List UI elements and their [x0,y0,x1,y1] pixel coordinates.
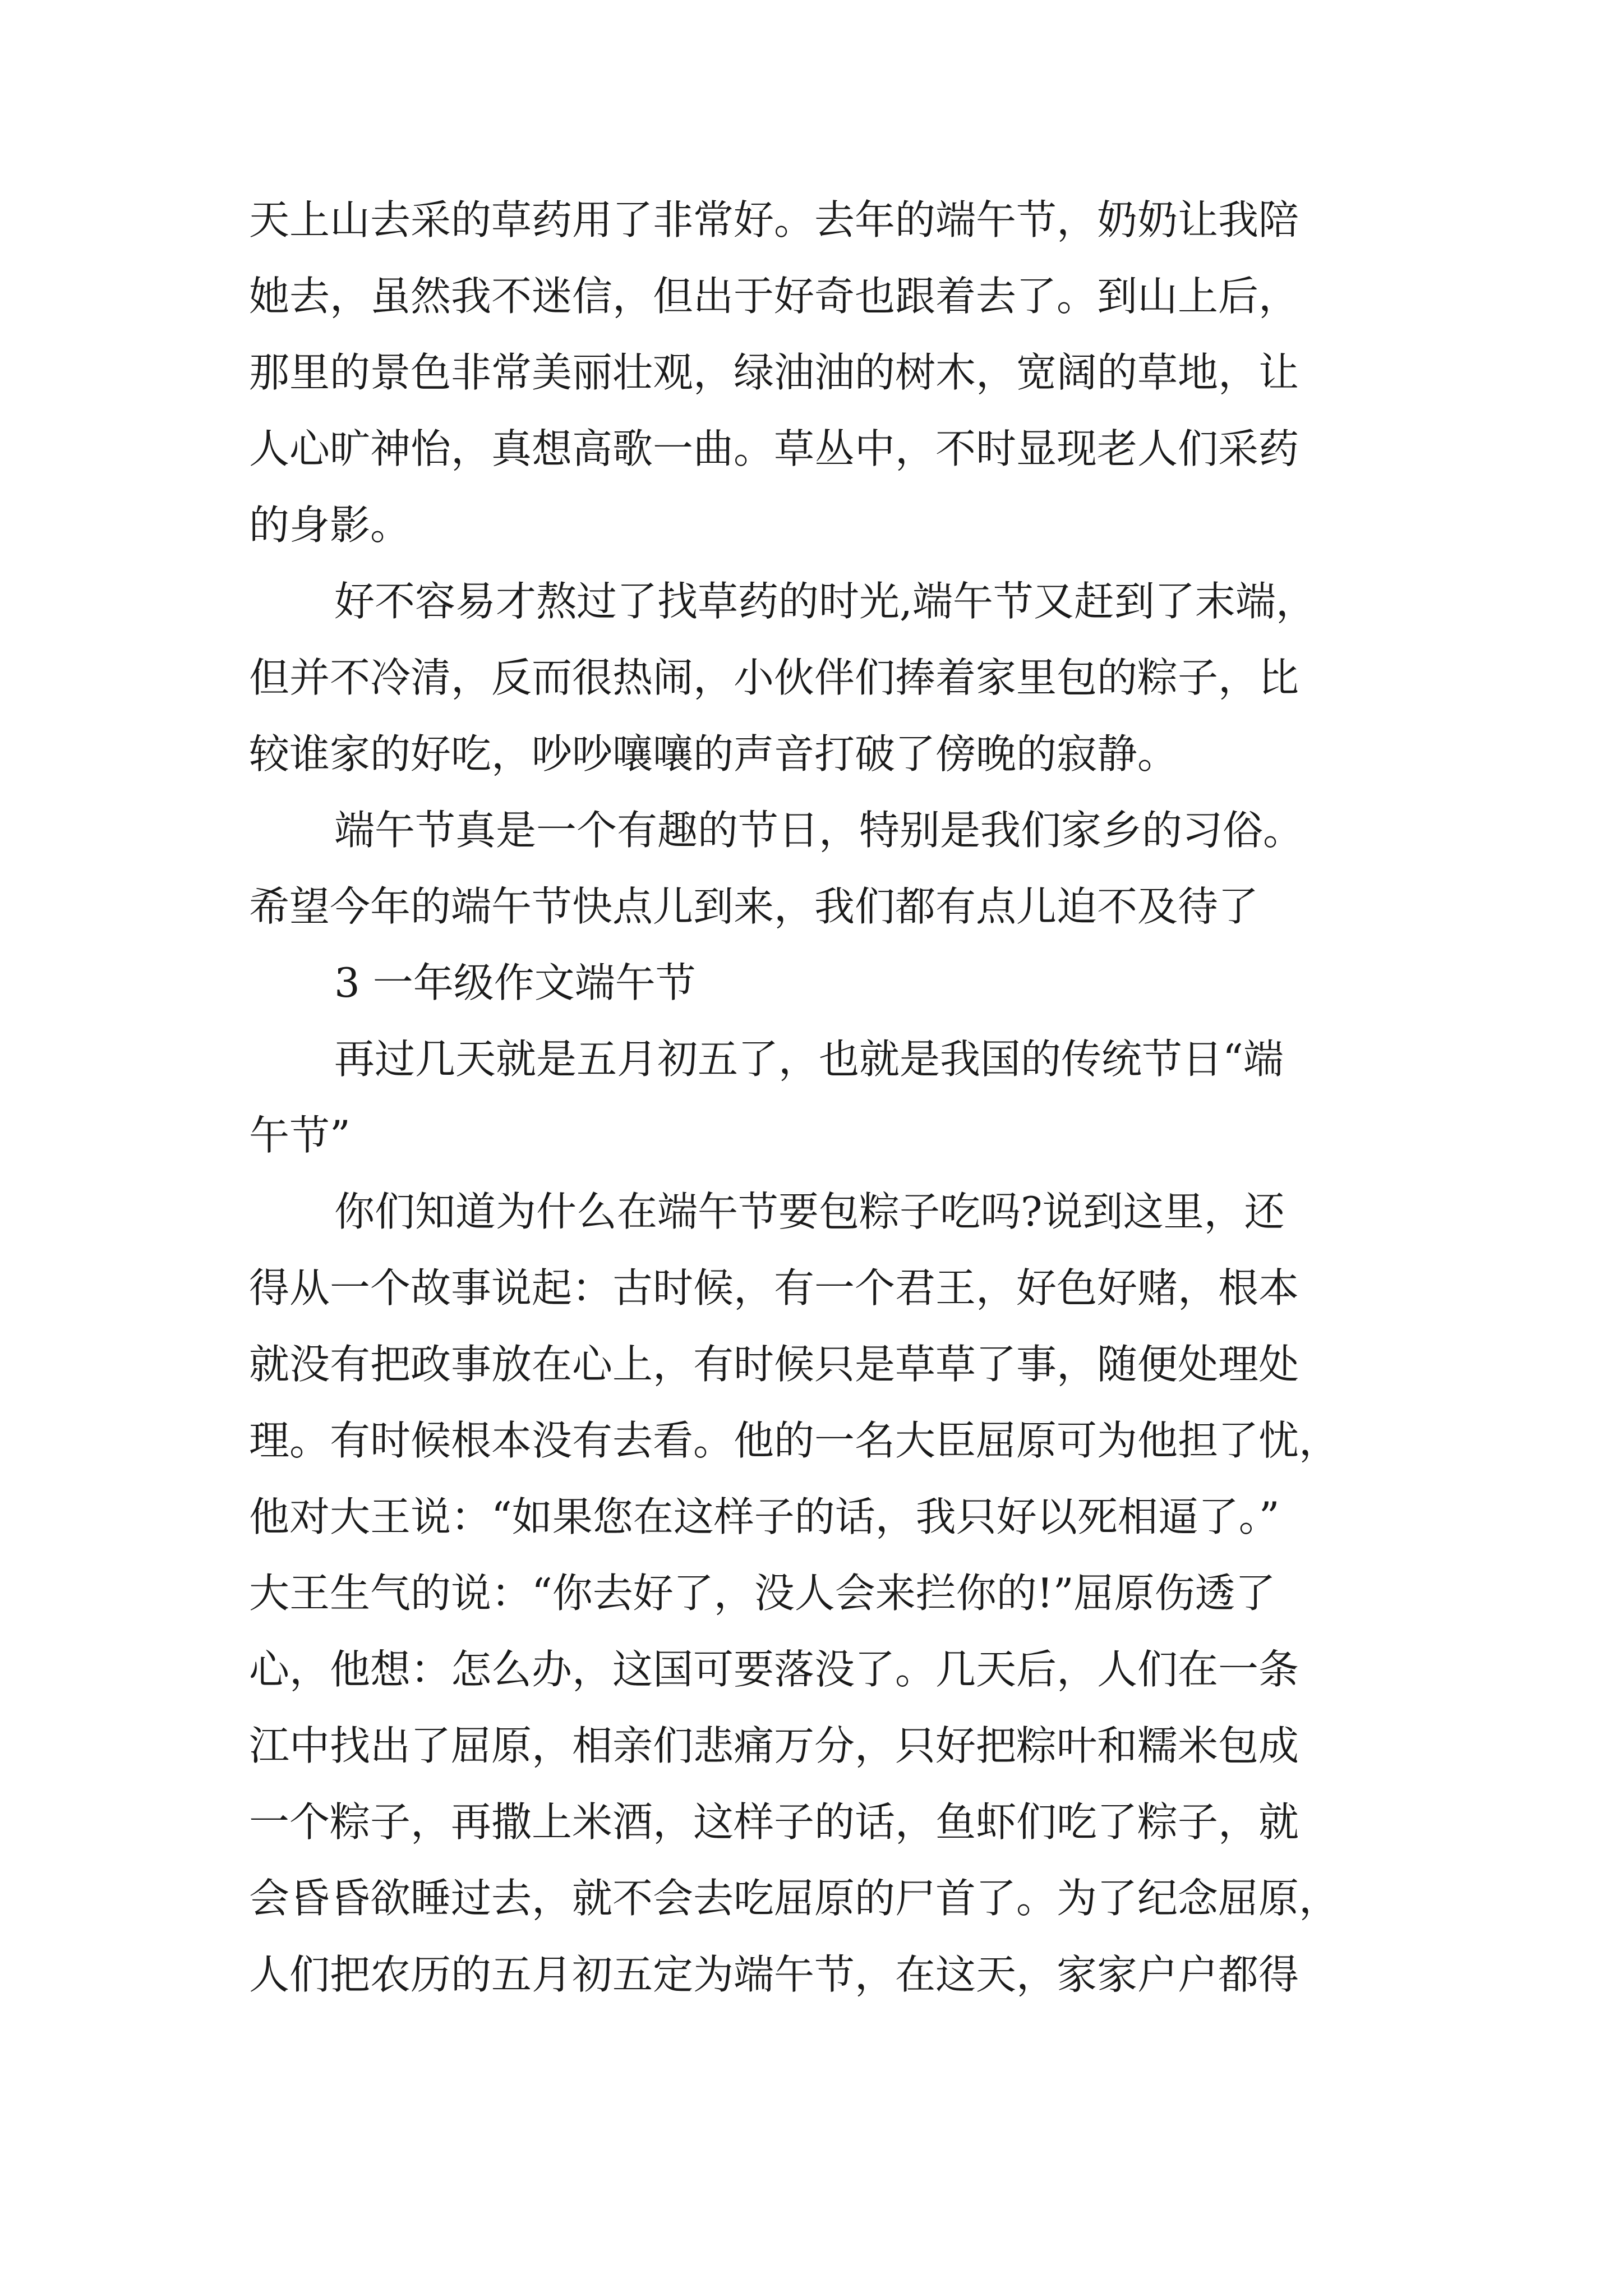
text-line: 得从一个故事说起：古时候，有一个君王，好色好赌，根本 [249,1264,1299,1312]
text-line: 的身影。 [249,501,411,549]
text-line: 大王生气的说：“你去好了，没人会来拦你的!”屈原伤透了 [249,1570,1276,1617]
text-line: 人心旷神怡，真想高歌一曲。草丛中，不时显现老人们采药 [249,425,1299,472]
text-line: 午节” [249,1112,351,1159]
text-line: 心，他想：怎么办，这国可要落没了。几天后，人们在一条 [249,1646,1299,1693]
paragraph-first-line: 好不容易才熬过了找草药的时光,端午节又赶到了末端， [334,578,1316,625]
text-line: 人们把农历的五月初五定为端午节，在这天，家家户户都得 [249,1951,1299,1998]
text-line: 理。有时候根本没有去看。他的一名大臣屈原可为他担了忧， [249,1417,1340,1464]
text-line: 天上山去采的草药用了非常好。去年的端午节，奶奶让我陪 [249,196,1299,243]
paragraph-first-line: 端午节真是一个有趣的节日，特别是我们家乡的习俗。 [334,807,1304,854]
text-line: 那里的景色非常美丽壮观，绿油油的树木，宽阔的草地，让 [249,349,1299,396]
text-line: 就没有把政事放在心上，有时候只是草草了事，随便处理处 [249,1341,1299,1388]
text-line: 一个粽子，再撒上米酒，这样子的话，鱼虾们吃了粽子，就 [249,1798,1299,1846]
text-line: 但并不冷清，反而很热闹，小伙伴们捧着家里包的粽子，比 [249,654,1299,701]
text-line: 希望今年的端午节快点儿到来，我们都有点儿迫不及待了 [249,883,1259,930]
section-heading: 3 一年级作文端午节 [334,959,696,1006]
text-line: 较谁家的好吃，吵吵嚷嚷的声音打破了傍晚的寂静。 [249,730,1178,777]
text-line: 他对大王说：“如果您在这样子的话，我只好以死相逼了。” [249,1493,1280,1540]
text-line: 会昏昏欲睡过去，就不会去吃屈原的尸首了。为了纪念屈原， [249,1875,1340,1922]
paragraph-first-line: 再过几天就是五月初五了，也就是我国的传统节日“端 [334,1036,1284,1083]
paragraph-first-line: 你们知道为什么在端午节要包粽子吃吗?说到这里，还 [334,1188,1285,1235]
text-line: 江中找出了屈原，相亲们悲痛万分，只好把粽叶和糯米包成 [249,1722,1299,1769]
text-line: 她去，虽然我不迷信，但出于好奇也跟着去了。到山上后， [249,273,1299,320]
